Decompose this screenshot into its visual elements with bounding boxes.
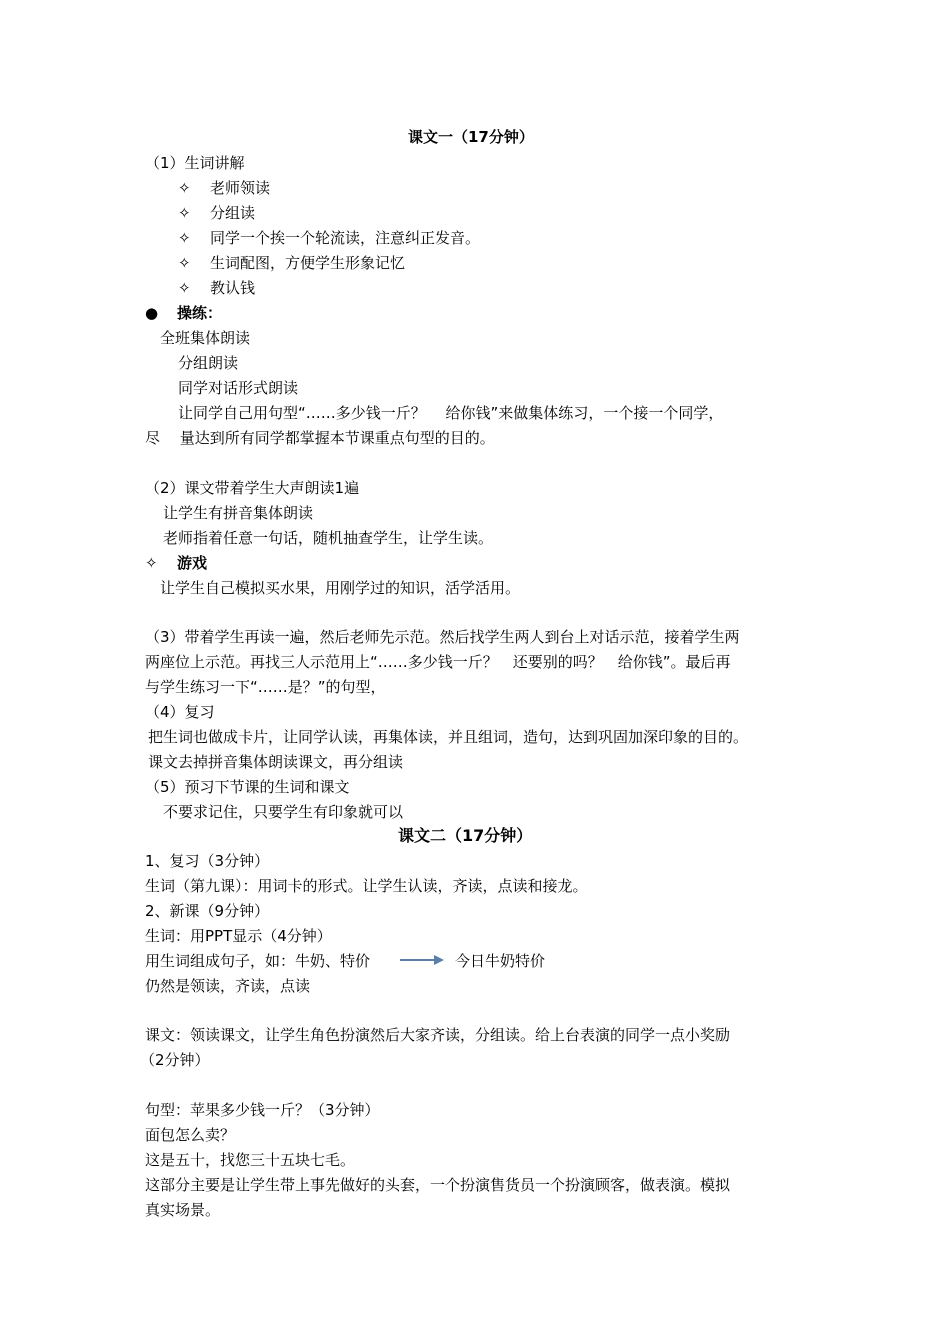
s3-line: 两座位上示范。再找三人示范用上“……多少钱一斤？ 还要别的吗？ 给你钱”。最后再 — [145, 653, 731, 671]
diamond-icon: ✧ — [178, 254, 191, 272]
s3-line: （3）带着学生再读一遍，然后老师先示范。然后找学生两人到台上对话示范，接着学生两 — [145, 628, 740, 646]
list-item: ✧ 老师领读 — [178, 179, 271, 197]
s5-text: 不要求记住，只要学生有印象就可以 — [163, 803, 404, 821]
still-line: 仍然是领读，齐读，点读 — [145, 977, 311, 995]
drill-line: 全班集体朗读 — [160, 329, 251, 347]
drill-paragraph: 让同学自己用句型“……多少钱一斤？ 给你钱”来做集体练习，一个接一个同学， — [178, 404, 724, 422]
pattern-line: 面包怎么卖？ — [145, 1126, 236, 1144]
lesson1-title: 课文一（17分钟） — [408, 128, 534, 146]
pattern-line: 句型：苹果多少钱一斤？（3分钟） — [145, 1101, 380, 1119]
s2-heading: （2）课文带着学生大声朗读1遍 — [145, 479, 360, 497]
s5-heading: （5）预习下节课的生词和课文 — [145, 778, 350, 796]
diamond-icon: ✧ — [178, 229, 191, 247]
drill-heading: ● 操练： — [145, 304, 223, 322]
list-item: ✧ 分组读 — [178, 204, 256, 222]
drill-paragraph: 尽 量达到所有同学都掌握本节课重点句型的目的。 — [145, 429, 495, 447]
text-line: （2分钟） — [140, 1051, 210, 1069]
s4-line: 课文去掉拼音集体朗读课文，再分组读 — [148, 753, 404, 771]
list-item: ✧ 同学一个挨一个轮流读，注意纠正发音。 — [178, 229, 481, 247]
new-heading: 2、新课（9分钟） — [145, 902, 270, 920]
lesson2-title: 课文二（17分钟） — [398, 826, 533, 845]
s4-line: 把生词也做成卡片，让同学认读，再集体读，并且组词，造句，达到巩固加深印象的目的。 — [148, 728, 749, 746]
s2-line: 老师指着任意一句话，随机抽查学生，让学生读。 — [163, 529, 494, 547]
review-text: 生词（第九课）：用词卡的形式。让学生认读，齐读，点读和接龙。 — [145, 877, 588, 895]
pattern-line: 这是五十，找您三十五块七毛。 — [145, 1151, 356, 1169]
game-text: 让学生自己模拟买水果，用刚学过的知识，活学活用。 — [160, 579, 521, 597]
review-heading: 1、复习（3分钟） — [145, 852, 270, 870]
s1-heading: （1）生词讲解 — [145, 154, 245, 172]
list-item: ✧ 教认钱 — [178, 279, 256, 297]
s4-heading: （4）复习 — [145, 703, 215, 721]
s2-line: 让学生有拼音集体朗读 — [163, 504, 314, 522]
diamond-icon: ✧ — [178, 204, 191, 222]
diamond-icon: ✧ — [178, 179, 191, 197]
pattern-line: 这部分主要是让学生带上事先做好的头套，一个扮演售货员一个扮演顾客，做表演。模拟 — [145, 1176, 731, 1194]
diamond-icon: ✧ — [178, 279, 191, 297]
bullet-icon: ● — [145, 304, 159, 322]
right-arrow-icon — [398, 952, 446, 968]
pattern-line: 真实场景。 — [145, 1201, 221, 1219]
s3-line: 与学生练习一下“……是？”的句型， — [145, 678, 386, 696]
vocab-line: 生词：用PPT显示（4分钟） — [145, 927, 332, 945]
sentence-prefix: 用生词组成句子，如：牛奶、特价 — [145, 952, 371, 970]
text-line: 课文：领读课文，让学生角色扮演然后大家齐读，分组读。给上台表演的同学一点小奖励 — [145, 1026, 731, 1044]
drill-line: 分组朗读 — [178, 354, 239, 372]
sentence-result: 今日牛奶特价 — [455, 952, 546, 970]
list-item: ✧ 生词配图，方便学生形象记忆 — [178, 254, 406, 272]
drill-line: 同学对话形式朗读 — [178, 379, 299, 397]
game-heading: ✧ 游戏 — [145, 554, 208, 572]
diamond-icon: ✧ — [145, 554, 158, 572]
